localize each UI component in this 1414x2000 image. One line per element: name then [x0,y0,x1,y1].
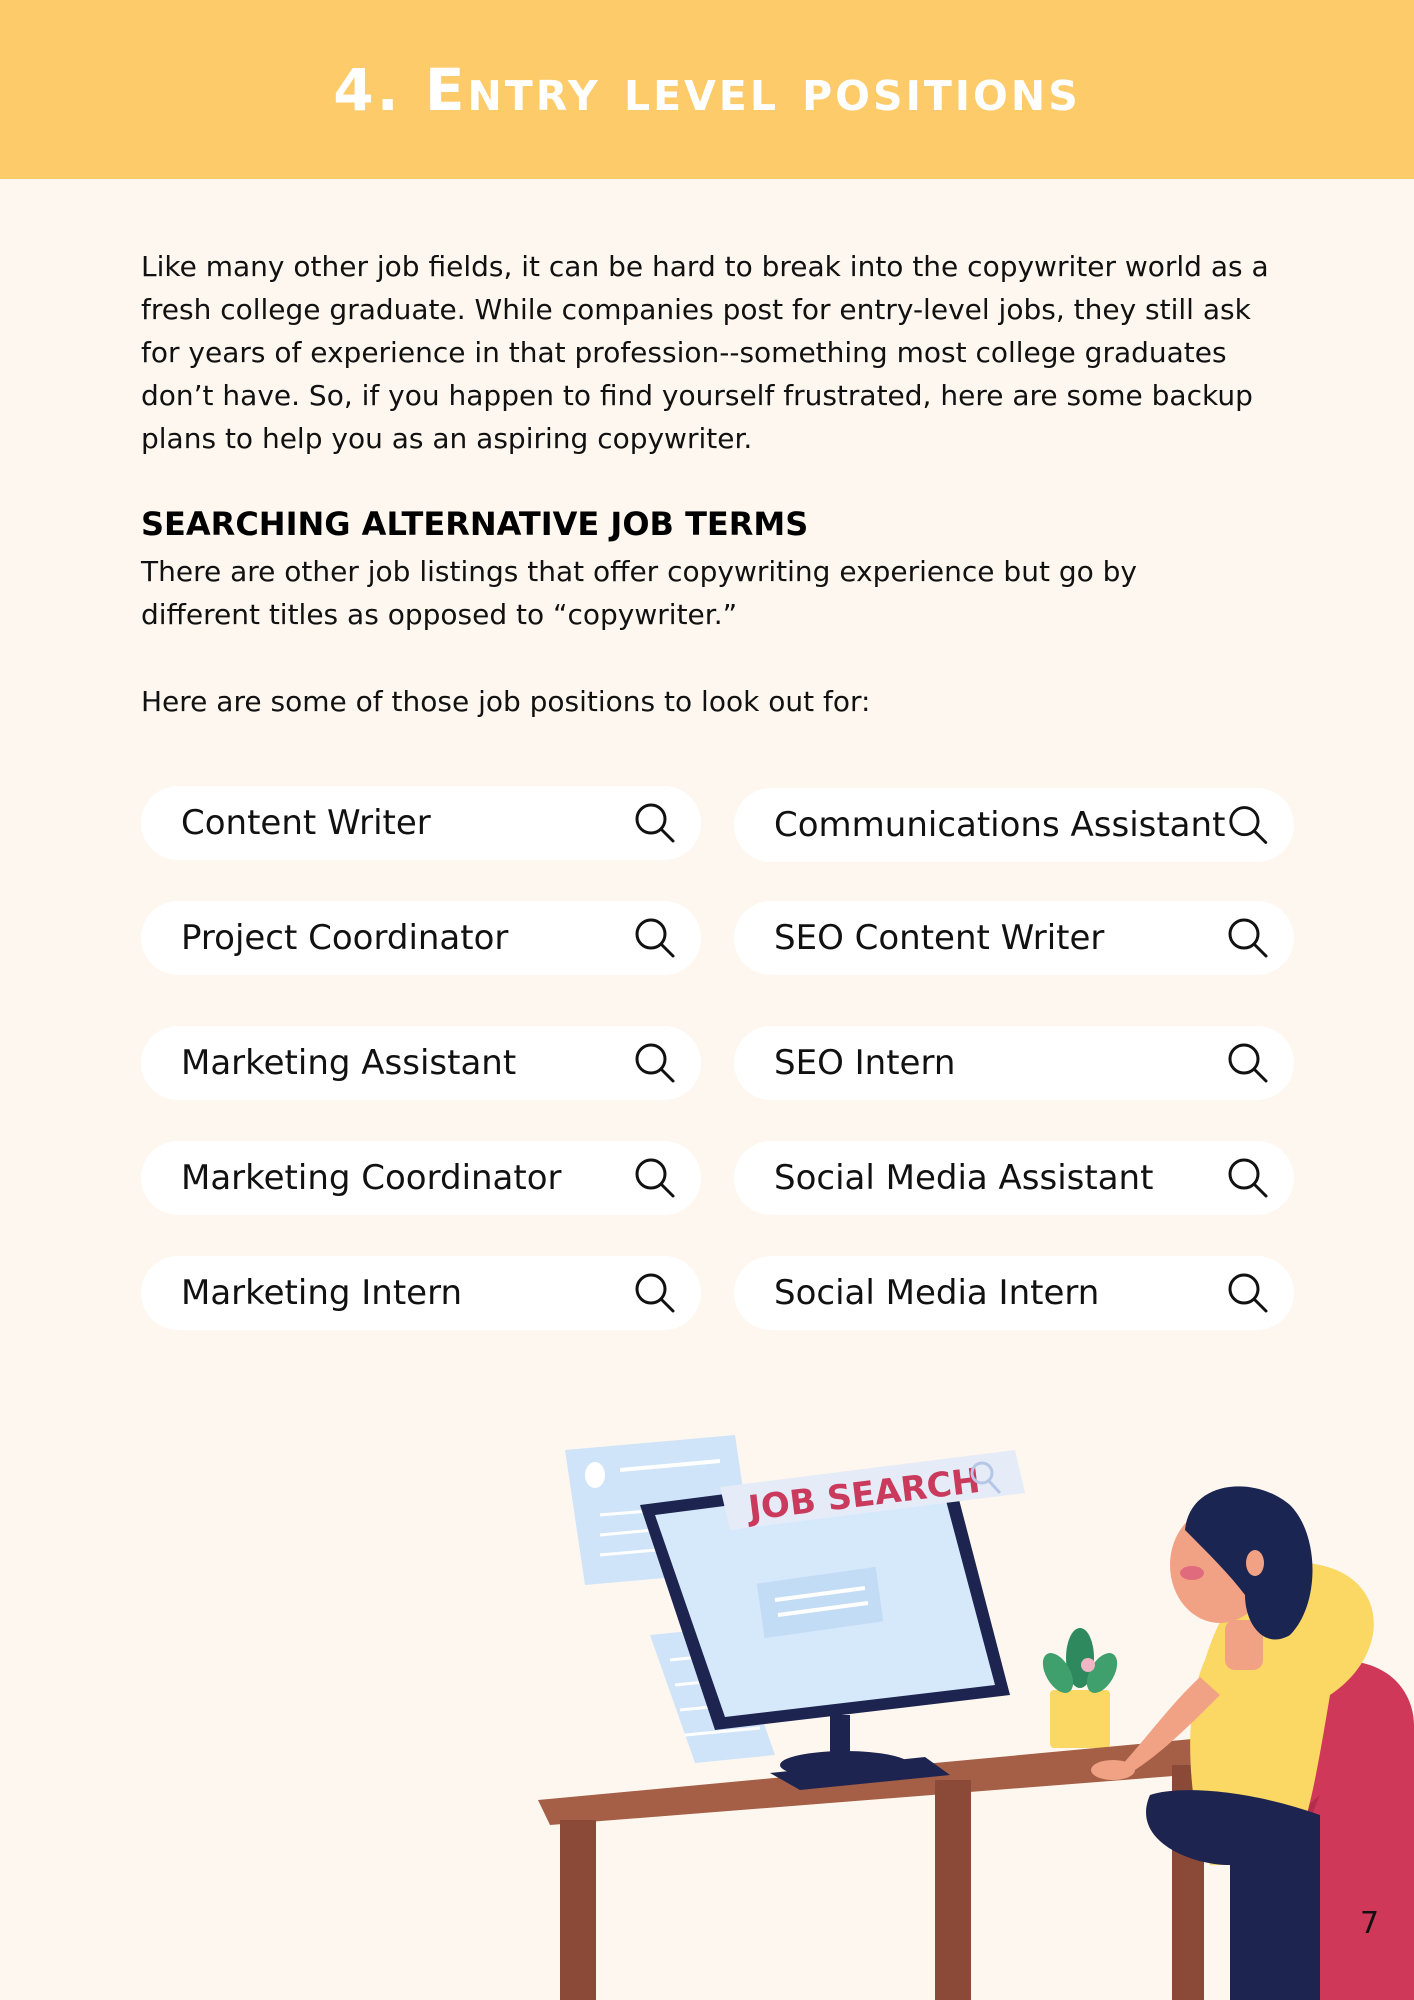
job-search-illustration [530,1395,1414,2000]
job-label: Content Writer [181,803,431,843]
job-label: SEO Intern [774,1043,956,1083]
job-pill-social-media-assistant[interactable] [734,1141,1294,1215]
job-pill-social-media-intern[interactable] [734,1256,1294,1330]
job-pill-marketing-coordinator[interactable] [141,1141,701,1215]
page-header [0,0,1414,179]
search-icon[interactable] [1224,1269,1272,1317]
job-pill-marketing-assistant[interactable] [141,1026,701,1100]
section-body: There are other job listings that offer copywriting experience but go by different titles as opposed to “copywriter.” [141,555,1137,631]
plant-icon [1037,1628,1124,1748]
job-pill-marketing-intern[interactable] [141,1256,701,1330]
page-title: 4. Entry level positions [333,55,1081,124]
job-pill-seo-content-writer[interactable] [734,901,1294,975]
job-label: Social Media Intern [774,1273,1100,1313]
search-icon[interactable] [631,1154,679,1202]
page-number: 7 [1360,1906,1380,1941]
job-pill-seo-intern[interactable] [734,1026,1294,1100]
search-icon[interactable] [1224,1039,1272,1087]
search-icon[interactable] [631,1039,679,1087]
search-icon[interactable] [631,799,679,847]
job-label: Marketing Coordinator [181,1158,562,1198]
lookout-text: Here are some of those job positions to look out for: [141,685,871,718]
job-label: Communications Assistant [774,805,1226,845]
search-icon[interactable] [1224,914,1272,962]
search-icon[interactable] [1224,1154,1272,1202]
job-label: Social Media Assistant [774,1158,1154,1198]
intro-paragraph: Like many other job fields, it can be hard to break into the copywriter world as a fresh college graduate. While companies post for entry-level jobs, they still ask for years of experience in that profession--something most college graduates don’t have. So, if you happen to find yourself frustrated, here are some backup plans to help you as an aspiring copywriter. [141,250,1269,455]
search-icon[interactable] [1225,801,1272,849]
job-label: Project Coordinator [181,918,509,958]
job-label: Marketing Assistant [181,1043,517,1083]
banner-text: JOB SEARCH [746,1460,983,1529]
search-icon[interactable] [631,1269,679,1317]
section-heading: SEARCHING ALTERNATIVE JOB TERMS [141,505,809,543]
job-pill-project-coordinator[interactable] [141,901,701,975]
desk-icon [538,1735,1250,2000]
job-label: Marketing Intern [181,1273,463,1313]
search-icon[interactable] [631,914,679,962]
job-pill-content-writer[interactable] [141,786,701,860]
job-label: SEO Content Writer [774,918,1105,958]
job-pill-communications-assistant[interactable] [734,788,1294,862]
